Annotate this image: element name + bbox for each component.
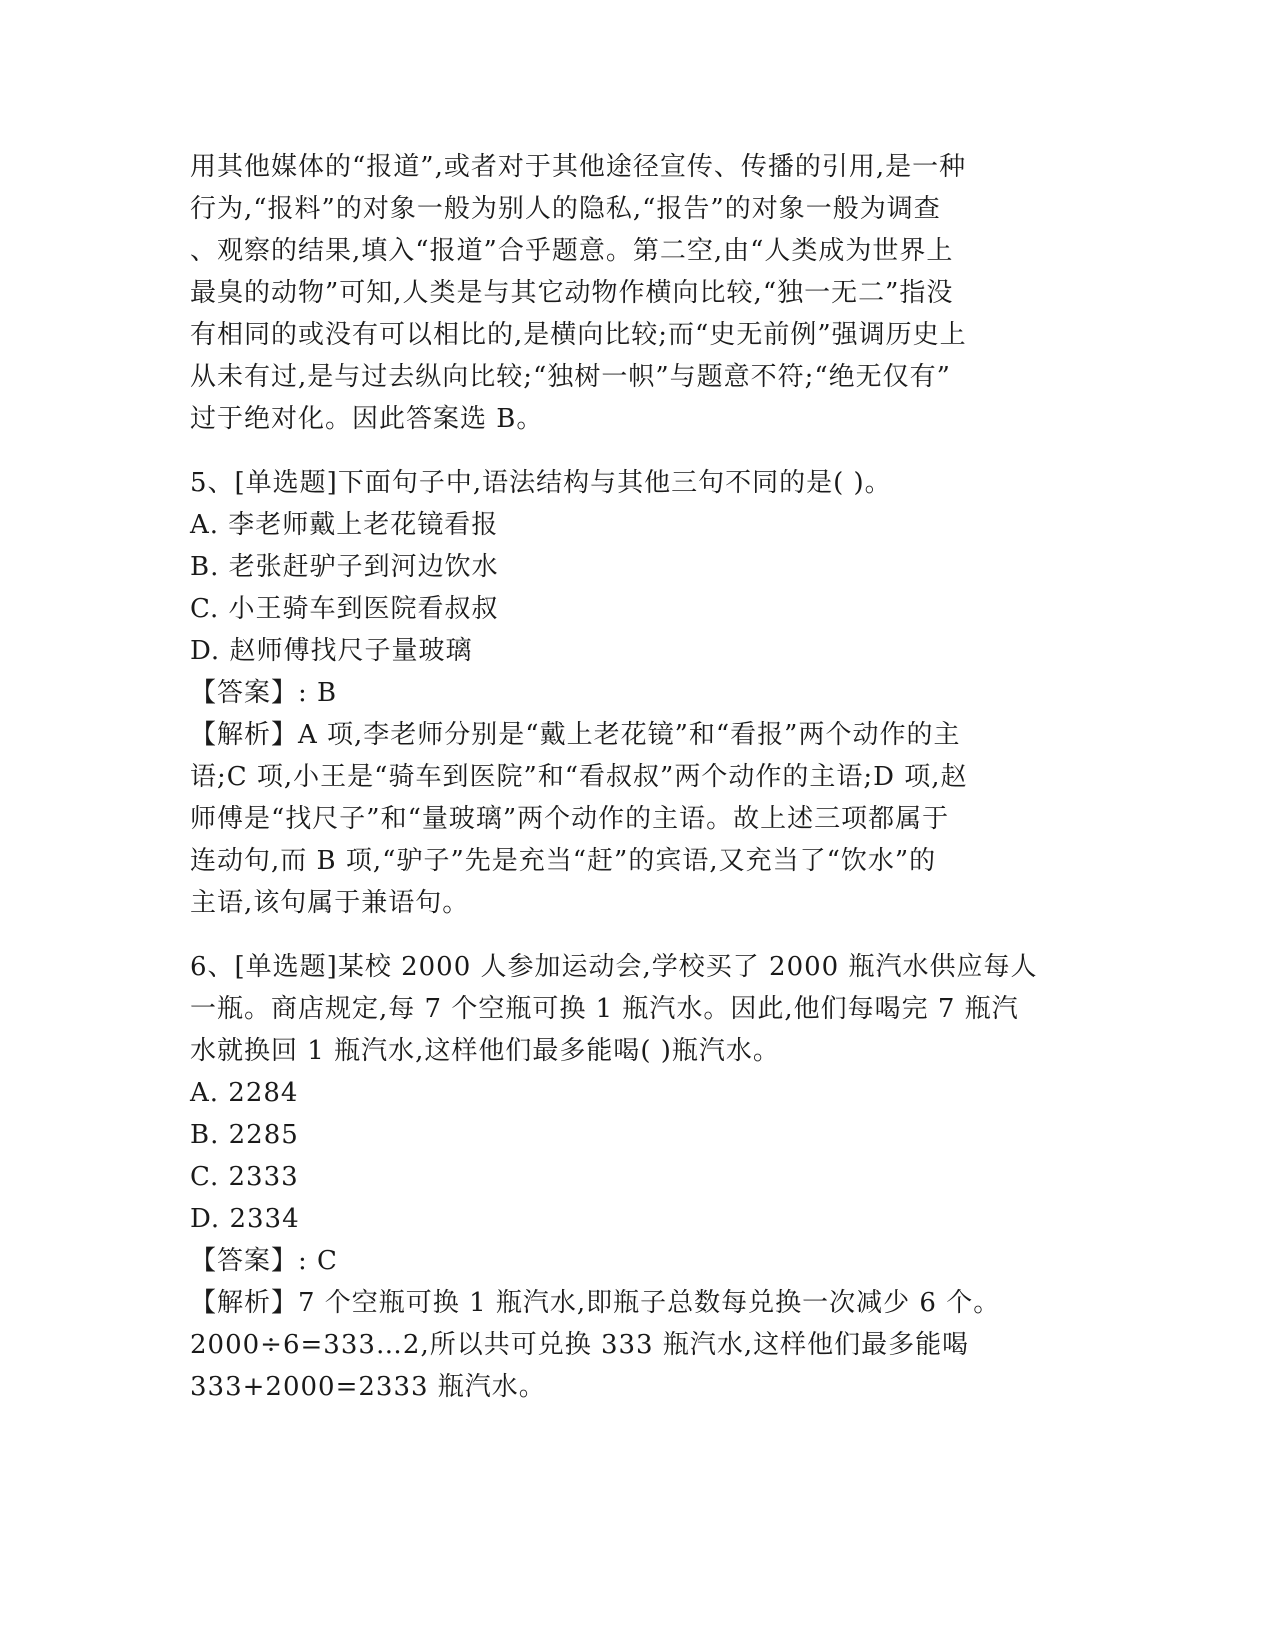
option-d: D. 2334 bbox=[190, 1204, 300, 1234]
question-stem: 5、[单选题]下面句子中,语法结构与其他三句不同的是( )。 bbox=[190, 468, 892, 498]
analysis-line: 【解析】A 项,李老师分别是“戴上老花镜”和“看报”两个动作的主 bbox=[190, 720, 961, 750]
previous-analysis-continuation bbox=[190, 146, 1090, 440]
text-line: 、观察的结果,填入“报道”合乎题意。第二空,由“人类成为世界上 bbox=[190, 236, 954, 266]
option-b: B. 老张赶驴子到河边饮水 bbox=[190, 552, 499, 582]
analysis-line: 333+2000=2333 瓶汽水。 bbox=[190, 1372, 546, 1402]
question-stem: 水就换回 1 瓶汽水,这样他们最多能喝( )瓶汽水。 bbox=[190, 1036, 780, 1066]
answer-line: 【答案】: C bbox=[190, 1246, 338, 1276]
analysis-block bbox=[190, 714, 1090, 924]
option-c: C. 小王骑车到医院看叔叔 bbox=[190, 594, 499, 624]
text-line: 有相同的或没有可以相比的,是横向比较;而“史无前例”强调历史上 bbox=[190, 320, 967, 350]
analysis-line: 2000÷6=333…2,所以共可兑换 333 瓶汽水,这样他们最多能喝 bbox=[190, 1330, 970, 1360]
option-c: C. 2333 bbox=[190, 1162, 299, 1192]
analysis-line: 师傅是“找尺子”和“量玻璃”两个动作的主语。故上述三项都属于 bbox=[190, 804, 950, 834]
document-page bbox=[190, 146, 1090, 1408]
analysis-line: 语;C 项,小王是“骑车到医院”和“看叔叔”两个动作的主语;D 项,赵 bbox=[190, 762, 968, 792]
question-5 bbox=[190, 462, 1090, 924]
question-6 bbox=[190, 946, 1090, 1408]
analysis-line: 主语,该句属于兼语句。 bbox=[190, 888, 470, 918]
text-line: 行为,“报料”的对象一般为别人的隐私,“报告”的对象一般为调查 bbox=[190, 194, 941, 224]
question-stem: 6、[单选题]某校 2000 人参加运动会,学校买了 2000 瓶汽水供应每人 bbox=[190, 952, 1038, 982]
text-line: 从未有过,是与过去纵向比较;“独树一帜”与题意不符;“绝无仅有” bbox=[190, 362, 951, 392]
text-line: 最臭的动物”可知,人类是与其它动物作横向比较,“独一无二”指没 bbox=[190, 278, 954, 308]
question-stem: 一瓶。商店规定,每 7 个空瓶可换 1 瓶汽水。因此,他们每喝完 7 瓶汽 bbox=[190, 994, 1019, 1024]
text-line: 过于绝对化。因此答案选 B。 bbox=[190, 404, 544, 434]
text-line: 用其他媒体的“报道”,或者对于其他途径宣传、传播的引用,是一种 bbox=[190, 152, 967, 182]
answer-line: 【答案】: B bbox=[190, 678, 338, 708]
option-b: B. 2285 bbox=[190, 1120, 299, 1150]
analysis-line: 连动句,而 B 项,“驴子”先是充当“赶”的宾语,又充当了“饮水”的 bbox=[190, 846, 937, 876]
analysis-line: 【解析】7 个空瓶可换 1 瓶汽水,即瓶子总数每兑换一次减少 6 个。 bbox=[190, 1288, 1001, 1318]
analysis-block bbox=[190, 1282, 1090, 1408]
option-a: A. 2284 bbox=[190, 1078, 299, 1108]
option-a: A. 李老师戴上老花镜看报 bbox=[190, 510, 499, 540]
option-d: D. 赵师傅找尺子量玻璃 bbox=[190, 636, 473, 666]
